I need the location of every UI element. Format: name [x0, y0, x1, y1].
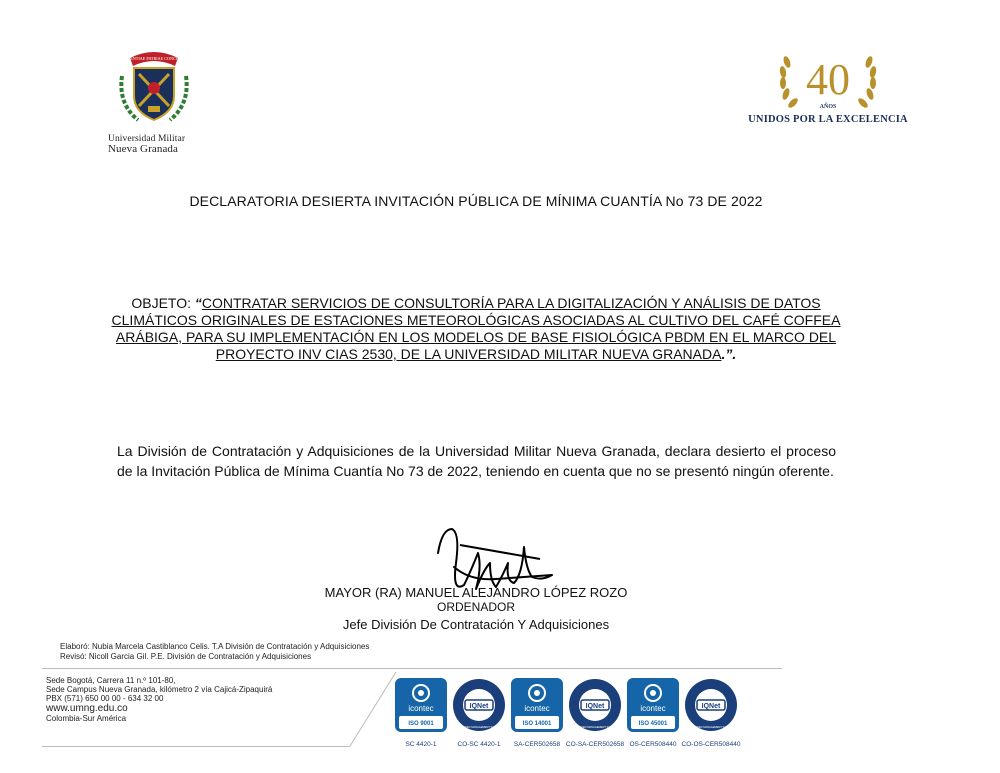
signer-role: ORDENADOR: [436, 600, 515, 614]
anniversary-number: 40: [806, 55, 850, 104]
address-line: Sede Bogotá, Carrera 11 n.º 101-80,: [46, 676, 176, 685]
objeto-paragraph: [108, 295, 844, 363]
icontec-badge: [509, 676, 565, 734]
cert-code: CO-SA-CER502658: [565, 741, 625, 748]
icontec-icon: [393, 676, 449, 734]
cert-code: CO-SC 4420-1: [457, 741, 501, 748]
iqnet-icon: [451, 676, 507, 734]
credits: [60, 642, 369, 662]
objeto-open-quote: “: [194, 295, 202, 311]
objeto-close: .”.: [721, 346, 737, 362]
logo-motto: SCIENTIAE PATRIAE CONCILIA: [123, 56, 185, 61]
cert-code: SA-CER502658: [513, 741, 561, 748]
cert-brand: icontec: [408, 704, 434, 713]
university-shield-icon: [112, 46, 196, 132]
footer-divider-bottom: [42, 746, 350, 747]
iqnet-icon: [567, 676, 623, 734]
footer-address: [46, 676, 272, 723]
anniversary-logo: [740, 48, 916, 125]
icontec-icon: [625, 676, 681, 734]
laurel-wreath-icon: [773, 48, 883, 112]
icontec-icon: [509, 676, 565, 734]
iqnet-badge: [567, 676, 623, 734]
footer-slant-line: [340, 672, 400, 748]
cert-standard: ISO 14001: [522, 721, 552, 727]
iqnet-icon: [683, 676, 739, 734]
cert-brand: icontec: [640, 704, 666, 713]
objeto-text: CONTRATAR SERVICIOS DE CONSULTORÍA PARA LA DIGITALIZACIÓN Y ANÁLISIS DE DATOS CLIMÁTICOS ORIGINALES DE ESTACIONES METEOROLÓGICAS ASOCIADAS AL CULTIVO DEL CAFÉ COFFEA ARÁBIGA, PARA SU IMPLEMENTACIÓN EN LOS MODELOS DE BASE FISIOLÓGICA PBDM EN EL MARCO DEL PROYECTO INV CIAS 2530, DE LA UNIVERSIDAD MILITAR NUEVA GRANADA: [111, 295, 841, 362]
cert-standard: ISO 45001: [638, 721, 668, 727]
footer-divider: [42, 668, 782, 669]
document-title: DECLARATORIA DESIERTA INVITACIÓN PÚBLICA DE MÍNIMA CUANTÍA No 73 DE 2022: [189, 193, 763, 209]
cert-brand: IQNet: [701, 703, 721, 710]
icontec-badge: [393, 676, 449, 734]
cert-code: SC 4420-1: [405, 741, 437, 748]
cert-standard: CERTIFIED MANAGEMENT SYSTEM: [456, 726, 502, 729]
signer-name: MAYOR (RA) MANUEL ALEJANDRO LÓPEZ ROZO: [324, 585, 628, 600]
university-name-line1: Universidad Militar: [108, 134, 186, 144]
cert-standard: CERTIFIED MANAGEMENT SYSTEM: [688, 726, 734, 729]
cert-standard: ISO 9001: [408, 721, 434, 727]
address-line: Sede Campus Nueva Granada, kilómetro 2 vía Cajicá-Zipaquirá: [46, 685, 273, 694]
region-line: Colombia-Sur América: [46, 714, 127, 723]
website-link[interactable]: www.umng.edu.co: [46, 703, 128, 714]
phone-line: PBX (571) 650 00 00 - 634 32 00: [46, 694, 164, 703]
cert-standard: CERTIFIED MANAGEMENT SYSTEM: [572, 726, 618, 729]
iqnet-badge: [683, 676, 739, 734]
cert-brand: icontec: [524, 704, 550, 713]
signer-title: Jefe División De Contratación Y Adquisiciones: [342, 617, 610, 632]
credit-elaboro: Elaboró: Nubia Marcela Castiblanco Celis. T.A División de Contratación y Adquisiciones: [60, 642, 370, 651]
university-logo: [108, 46, 204, 154]
declaration-paragraph: La División de Contratación y Adquisiciones de la Universidad Militar Nueva Granada, declara desierto el proceso de la Invitación Pública de Mínima Cuantía No 73 de 2022, teniendo en cuenta que no se presentó ningún oferente.: [117, 443, 836, 479]
certifications-row: [393, 676, 753, 756]
icontec-badge: [625, 676, 681, 734]
anniversary-years: AÑOS: [819, 104, 837, 110]
cert-code: CO-OS-CER508440: [681, 741, 741, 748]
objeto-label: OBJETO:: [131, 295, 195, 311]
university-name-line2: Nueva Granada: [108, 143, 179, 155]
cert-brand: IQNet: [585, 703, 605, 710]
iqnet-badge: [451, 676, 507, 734]
anniversary-tagline: UNIDOS POR LA EXCELENCIA: [748, 114, 908, 125]
cert-code: OS-CER508440: [629, 741, 677, 748]
credit-reviso: Revisó: Nicoll Garcia Gil. P.E. División de Contratación y Adquisiciones: [60, 652, 312, 661]
cert-brand: IQNet: [469, 703, 489, 710]
